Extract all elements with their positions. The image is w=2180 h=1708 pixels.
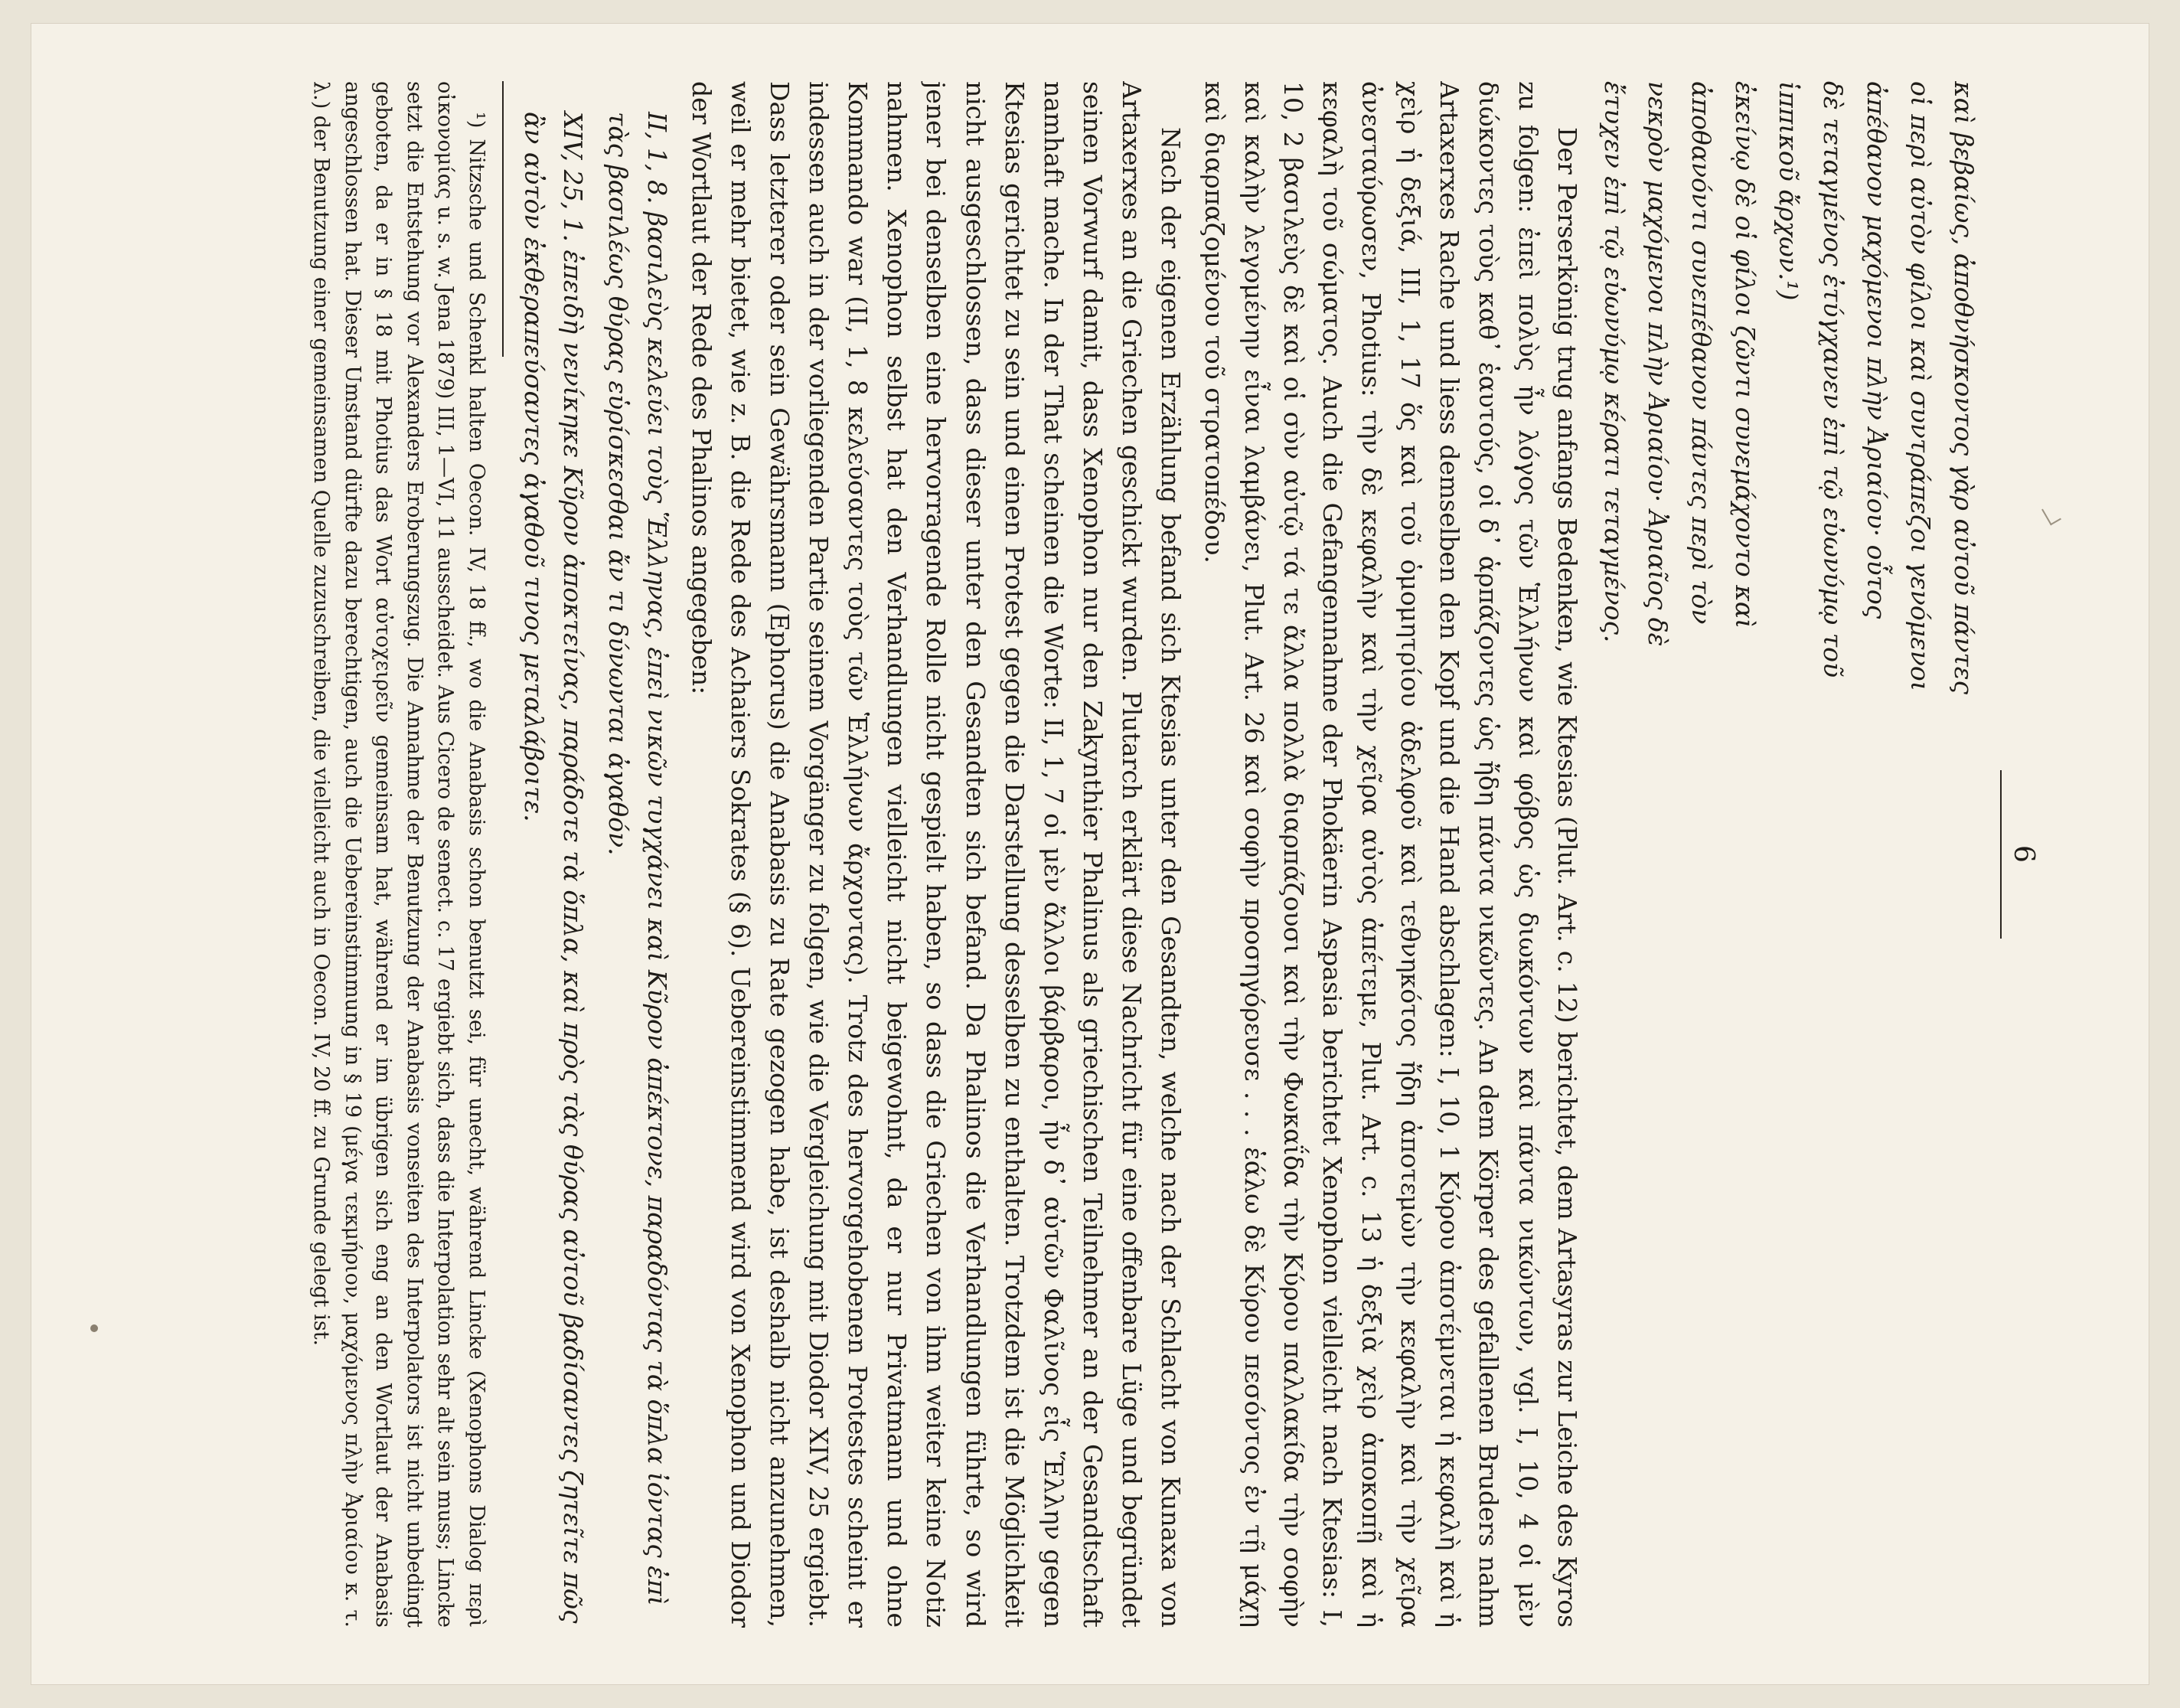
- greek-line: οἱ περὶ αὐτὸν φίλοι καὶ συντράπεζοι γενόμενοι: [1904, 80, 1935, 691]
- greek-line: ἐκείνῳ δὲ οἱ φίλοι ζῶντι συνεμάχοντο καὶ: [1730, 80, 1761, 629]
- footnote: ¹) Nitzsche und Schenkl halten Oecon. IV, 18 ff., wo die Anabasis schon benutzt sei, für unecht, während Lincke (Xenophons Dialog περὶ οἰκονομίας u. s. w. Jena 1879) III, 1—VI, 11 ausscheidet. Aus Cicero de senect. c. 17 ergiebt sich, dass die Interpolation sehr alt sein muss; Lincke setzt die Entstehung vor Alexanders Eroberungszug. Die Annahme der Benutzung der Anabasis vonseiten des Interpolators ist nicht unbedingt geboten, da er in § 18 mit Photius das Wort αὐτοχειρεῖν gemeinsam hat, während er im übrigen sich eng an den Wortlaut der Anabasis angeschlossen hat. Dieser Umstand dürfte dazu berechtigen, auch die Uebereinstimmung in § 19 (μέγα τεκμήριον, μαχόμενος πλὴν Ἀριαίου κ. τ. λ.) der Benutzung einer gemeinsamen Quelle zuzuschreiben, die vielleicht auch in Oecon. IV, 20 ff. zu Grunde gelegt ist.: [309, 80, 488, 1628]
- greek-line: ἔτυχεν ἐπὶ τῷ εὐωνύμῳ κέρατι τεταγμένος.: [1598, 80, 1629, 642]
- greek-line: ἀπέθανον μαχόμενοι πλὴν Ἀριαίου· οὗτος: [1861, 80, 1891, 619]
- greek-line: ἱππικοῦ ἄρχων.¹): [1774, 80, 1804, 301]
- footnote-rule: [502, 81, 504, 357]
- quote-diodor: XIV, 25, 1. ἐπειδὴ νενίκηκε Κῦρον ἀποκτείνας, παράδοτε τὰ ὅπλα, καὶ πρὸς τὰς θύρας αὐτοῦ βαδίσαντες ζητεῖτε πῶς ἂν αὐτὸν ἐκθεραπεύσαντες ἀγαθοῦ τινος μεταλάβοιτε.: [519, 111, 589, 1624]
- text-column: [141, 81, 2039, 1628]
- greek-quote-second: [1594, 81, 1765, 1628]
- rotated-text-block: [126, 58, 2054, 1651]
- quote-xenophon: II, 1, 8. βασιλεὺς κελεύει τοὺς Ἕλληνας, ἐπεὶ νικῶν τυγχάνει καὶ Κῦρον ἀπέκτονε, παραδόντας τὰ ὅπλα ἰόντας ἐπὶ τὰς βασιλέως θύρας εὑρίσκεσθαι ἄν τι δύνωνται ἀγαθόν.: [603, 111, 673, 1606]
- scanned-page: [31, 23, 2149, 1685]
- greek-line: καὶ βεβαίως, ἀποθνήσκοντος γὰρ αὐτοῦ πάντες: [1949, 80, 1979, 694]
- greek-line: νεκρὸν μαχόμενοι πλὴν Ἀριαίου· Ἀριαῖος δὲ: [1643, 80, 1673, 646]
- body-paragraph: Der Perserkönig trug anfangs Bedenken, wie Ktesias (Plut. Art. c. 12) berichtet, dem Artasyras zur Leiche des Kyros zu folgen: ἐπεὶ πολὺς ἦν λόγος τῶν Ἑλλήνων καὶ φόβος ὡς διωκόντων καὶ πάντα νικώντων, vgl. I, 10, 4 οἱ μὲν διώκοντες τοὺς καθ᾽ ἑαυτούς, οἱ δ᾽ ἁρπάζοντες ὡς ἤδη πάντα νικῶντες. An dem Körper des gefallenen Bruders nahm Artaxerxes Rache und liess demselben den Kopf und die Hand abschlagen: I, 10, 1 Κύρου ἀποτέμνεται ἡ κεφαλὴ καὶ ἡ χεὶρ ἡ δεξιά, III, 1, 17 ὅς καὶ τοῦ ὁμομητρίου ἀδελφοῦ καὶ τεθνηκότος ἤδη ἀποτεμὼν τὴν κεφαλὴν καὶ τὴν χεῖρα ἀνεσταύρωσεν, Photius: τὴν δὲ κεφαλὴν καὶ τὴν χεῖρα αὐτὸς ἀπέτεμε, Plut. Art. c. 13 ἡ δεξιὰ χεὶρ ἀποκοπῇ καὶ ἡ κεφαλὴ τοῦ σώματος. Auch die Gefangennahme der Phokäerin Aspasia berichtet Xenophon vielleicht nach Ktesias: I, 10, 2 βασιλεὺς δὲ καὶ οἱ σὺν αὐτῷ τά τε ἄλλα πολλὰ διαρπάζουσι καὶ τὴν Φωκαΐδα τὴν Κύρου παλλακίδα τὴν σοφὴν καὶ καλὴν λεγομένην εἶναι λαμβάνει, Plut. Art. 26 καὶ σοφὴν προσηγόρευσε . . . ἑάλω δὲ Κύρου πεσόντος ἐν τῇ μάχῃ καὶ διαρπαζομένου τοῦ στρατοπέδου.: [1199, 80, 1582, 1628]
- ink-speck: [90, 1324, 98, 1332]
- greek-line: δὲ τεταγμένος ἐτύγχανεν ἐπὶ τῷ εὐωνύμῳ τοῦ: [1817, 80, 1848, 678]
- greek-line: ἀποθανόντι συνεπέθανον πάντες περὶ τὸν: [1686, 80, 1717, 624]
- greek-quote-top: [1769, 81, 1983, 1628]
- header-rule: [2000, 770, 2002, 939]
- page-number: 6: [2008, 844, 2039, 864]
- body-paragraph: Nach der eigenen Erzählung befand sich Ktesias unter den Gesandten, welche nach der Schlacht von Kunaxa von Artaxerxes an die Griechen geschickt wurden. Plutarch erklärt diese Nachricht für eine offenbare Lüge und begründet seinen Vorwurf damit, dass Xenophon nur den Zakynthier Phalinus als griechischen Teilnehmer an der Gesandtschaft namhaft mache. In der That scheinen die Worte: II, 1, 7 οἱ μὲν ἄλλοι βάρβαροι, ἦν δ᾽ αὐτῶν Φαλῖνος εἷς Ἕλλην gegen Ktesias gerichtet zu sein und einen Protest gegen die Darstellung desselben zu enthalten. Trotzdem ist die Möglichkeit nicht ausgeschlossen, dass dieser unter den Gesandten sich befand. Da Phalinos die Verhandlungen führte, so wird jener bei denselben eine hervorragende Rolle nicht gespielt haben, so dass die Griechen von ihm weiter keine Notiz nahmen. Xenophon selbst hat den Verhandlungen vielleicht nicht beigewohnt, da er nur Privatmann und ohne Kommando war (II, 1, 8 κελεύσαντες τοὺς τῶν Ἑλλήνων ἄρχοντας). Trotz des hervorgehobenen Protestes scheint er indessen auch in der vorliegenden Partie seinem Vorgänger zu folgen, wie die Vergleichung mit Diodor XIV, 25 ergiebt. Dass letzterer oder sein Gewährsmann (Ephorus) die Anabasis zu Rate gezogen habe, ist deshalb nicht anzunehmen, weil er mehr bietet, wie z. B. die Rede des Achaiers Sokrates (§ 6). Uebereinstimmend wird von Xenophon und Diodor der Wortlaut der Rede des Phalinos angegeben:: [686, 80, 1186, 1628]
